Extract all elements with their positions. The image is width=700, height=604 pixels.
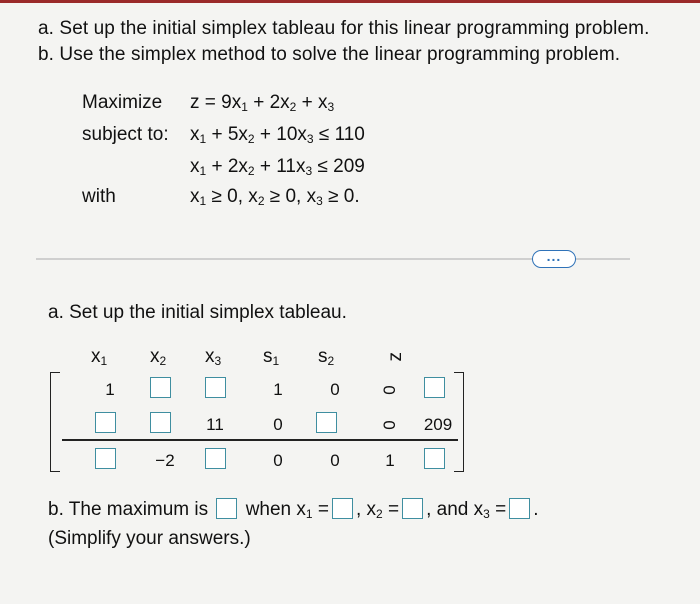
cell-r3-s2: 0: [330, 451, 340, 470]
input-r3-rhs[interactable]: [424, 448, 445, 469]
input-r2-x2[interactable]: [150, 412, 171, 433]
simplify-instruction: (Simplify your answers.): [48, 528, 251, 549]
and-label: and: [436, 499, 469, 520]
cell-r3-x2: −2: [155, 451, 175, 470]
question-part-b: b. Use the simplex method to solve the linear programming problem.: [38, 44, 621, 65]
input-r1-rhs[interactable]: [424, 377, 445, 398]
x3-input[interactable]: [509, 498, 530, 519]
with-label: with: [82, 186, 116, 207]
nonnegativity-constraints: $x_1 \ge 0$, $x_2 \ge 0$, $x_3 \ge 0$.: [190, 186, 360, 208]
cell-r1-s1: 1: [273, 380, 283, 399]
tableau-left-bracket: [50, 372, 60, 472]
cell-r2-z: 0: [380, 420, 399, 430]
cell-r3-s1: 0: [273, 451, 283, 470]
input-r3-x1[interactable]: [95, 448, 116, 469]
subject-to-label: subject to:: [82, 124, 169, 145]
constraint-2: $x_1 + 2x_2 + 11x_3 \le 209$: [190, 156, 365, 178]
input-r2-x1[interactable]: [95, 412, 116, 433]
header-x3: $x_3$: [205, 346, 222, 368]
header-x1: $x_1$: [91, 346, 108, 368]
header-x2: $x_2$: [150, 346, 167, 368]
header-s2: $s_2$: [318, 346, 335, 368]
cell-r3-z: 1: [385, 451, 395, 470]
cell-r1-x1: 1: [105, 380, 115, 399]
x1-input[interactable]: [332, 498, 353, 519]
input-r1-x2[interactable]: [150, 377, 171, 398]
objective-function: $z = 9x_1 + 2x_2 + x_3$: [190, 92, 335, 114]
maximize-label: Maximize: [82, 92, 163, 113]
top-accent-bar: [0, 0, 700, 3]
input-r3-x3[interactable]: [205, 448, 226, 469]
input-r2-s2[interactable]: [316, 412, 337, 433]
part-a-heading: a. Set up the initial simplex tableau.: [48, 302, 347, 323]
maximum-input[interactable]: [216, 498, 237, 519]
cell-r2-x3: 11: [206, 415, 224, 434]
cell-r2-s1: 0: [273, 415, 283, 434]
part-b-answer-line: b. The maximum is when $x_1$ = , $x_2$ = , and $x_3$ = .: [48, 499, 539, 521]
cell-r1-s2: 0: [330, 380, 340, 399]
when-label: when: [245, 499, 292, 520]
header-s1: $s_1$: [263, 346, 280, 368]
cell-r2-rhs: 209: [423, 415, 453, 434]
header-z: z: [385, 352, 406, 362]
part-b-prefix: b. The maximum is: [48, 499, 209, 520]
x2-input[interactable]: [402, 498, 423, 519]
more-options-button[interactable]: ...: [532, 250, 576, 268]
input-r1-x3[interactable]: [205, 377, 226, 398]
constraint-1: $x_1 + 5x_2 + 10x_3 \le 110$: [190, 124, 365, 146]
cell-r1-z: 0: [380, 385, 399, 395]
question-part-a: a. Set up the initial simplex tableau for this linear programming problem.: [38, 18, 650, 39]
